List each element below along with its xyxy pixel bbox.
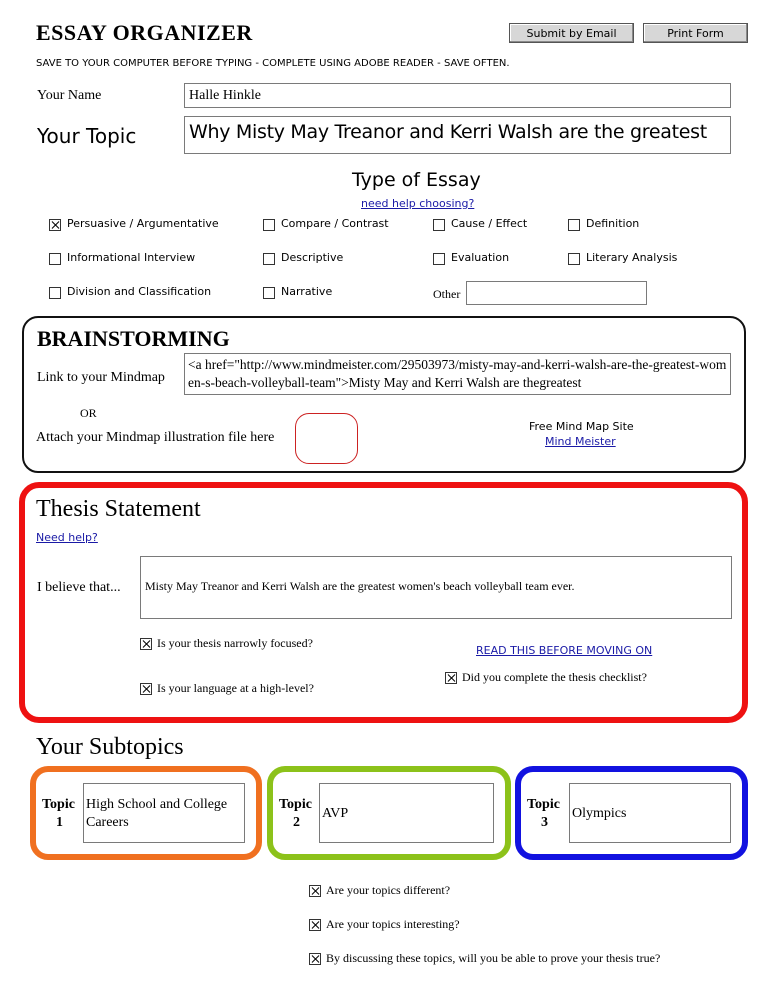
thesis-heading: Thesis Statement <box>36 496 201 522</box>
mindmap-link-value: <a href="http://www.mindmeister.com/29503973/misty-may-and-kerri-walsh-are-the-greatest-women-s-beach-volleyball-team">Misty May and Kerri Walsh are thegreatest <box>188 357 727 390</box>
print-form-button[interactable]: Print Form <box>643 23 748 43</box>
label-descriptive: Descriptive <box>281 251 344 264</box>
topic-3-field[interactable] <box>569 783 731 843</box>
submit-by-email-button[interactable]: Submit by Email <box>509 23 634 43</box>
label-informational-interview: Informational Interview <box>67 251 196 264</box>
checkbox-thesis-checklist[interactable] <box>445 672 457 684</box>
mind-meister-link[interactable]: Mind Meister <box>545 435 616 448</box>
checkbox-compare-contrast[interactable] <box>263 219 275 231</box>
checkbox-descriptive[interactable] <box>263 253 275 265</box>
label-topics-interesting: Are your topics interesting? <box>326 917 460 931</box>
checkbox-topics-interesting[interactable] <box>309 919 321 931</box>
free-site-text: Free Mind Map Site <box>529 420 634 433</box>
name-value: Halle Hinkle <box>189 88 261 103</box>
mindmap-label: Link to your Mindmap <box>37 370 165 385</box>
attach-label: Attach your Mindmap illustration file here <box>36 430 275 445</box>
topic-1-num: 1 <box>56 815 63 830</box>
topic-2-num: 2 <box>293 815 300 830</box>
attach-file-button[interactable] <box>295 413 358 464</box>
label-cause-effect: Cause / Effect <box>451 217 528 230</box>
label-literary-analysis: Literary Analysis <box>586 251 678 264</box>
checkbox-high-level[interactable] <box>140 683 152 695</box>
other-field[interactable] <box>466 281 647 305</box>
checkbox-prove-thesis[interactable] <box>309 953 321 965</box>
label-high-level: Is your language at a high-level? <box>157 681 314 695</box>
label-definition: Definition <box>586 217 640 230</box>
or-text: OR <box>80 406 97 420</box>
thesis-field[interactable] <box>140 556 732 619</box>
instructions: SAVE TO YOUR COMPUTER BEFORE TYPING - COMPLETE USING ADOBE READER - SAVE OFTEN. <box>36 58 510 69</box>
checkbox-division-classification[interactable] <box>49 287 61 299</box>
page-title: ESSAY ORGANIZER <box>36 20 253 45</box>
checkbox-cause-effect[interactable] <box>433 219 445 231</box>
subtopics-heading: Your Subtopics <box>36 734 184 760</box>
checkbox-persuasive[interactable] <box>49 219 61 231</box>
read-before-moving-link[interactable]: READ THIS BEFORE MOVING ON <box>476 644 653 657</box>
label-evaluation: Evaluation <box>451 251 510 264</box>
checkbox-definition[interactable] <box>568 219 580 231</box>
thesis-help-link[interactable]: Need help? <box>36 531 98 544</box>
label-thesis-focused: Is your thesis narrowly focused? <box>157 636 313 650</box>
label-compare-contrast: Compare / Contrast <box>281 217 389 230</box>
mindmap-link-field[interactable] <box>184 353 731 395</box>
topic-3-value: Olympics <box>572 806 627 821</box>
topic-2-field[interactable] <box>319 783 494 843</box>
believe-label: I believe that... <box>37 580 121 595</box>
topic-2-value: AVP <box>322 806 349 821</box>
checkbox-literary-analysis[interactable] <box>568 253 580 265</box>
topic-field[interactable] <box>184 116 731 154</box>
essay-type-help-link[interactable]: need help choosing? <box>361 197 475 210</box>
checkbox-thesis-focused[interactable] <box>140 638 152 650</box>
label-thesis-checklist: Did you complete the thesis checklist? <box>462 670 647 684</box>
label-topics-different: Are your topics different? <box>326 883 451 897</box>
checkbox-narrative[interactable] <box>263 287 275 299</box>
label-division-classification: Division and Classification <box>67 285 212 298</box>
thesis-value: Misty May Treanor and Kerri Walsh are the greatest women's beach volleyball team ever. <box>145 579 575 593</box>
topic-1-word: Topic <box>42 797 75 812</box>
label-persuasive: Persuasive / Argumentative <box>67 217 219 230</box>
label-prove-thesis: By discussing these topics, will you be able to prove your thesis true? <box>326 951 661 965</box>
label-narrative: Narrative <box>281 285 333 298</box>
topic-3-num: 3 <box>541 815 548 830</box>
topic-1-value: High School and College Careers <box>86 797 228 830</box>
essay-type-heading: Type of Essay <box>352 169 481 191</box>
other-label: Other <box>433 287 461 301</box>
topic-2-word: Topic <box>279 797 312 812</box>
checkbox-topics-different[interactable] <box>309 885 321 897</box>
checkbox-evaluation[interactable] <box>433 253 445 265</box>
topic-label: Your Topic <box>37 124 137 148</box>
topic-1-field[interactable] <box>83 783 245 843</box>
topic-value: Why Misty May Treanor and Kerri Walsh are the greatest <box>189 121 707 143</box>
name-field[interactable] <box>184 83 731 108</box>
name-label: Your Name <box>37 88 102 103</box>
brainstorming-heading: BRAINSTORMING <box>37 326 230 351</box>
topic-3-word: Topic <box>527 797 560 812</box>
checkbox-informational-interview[interactable] <box>49 253 61 265</box>
